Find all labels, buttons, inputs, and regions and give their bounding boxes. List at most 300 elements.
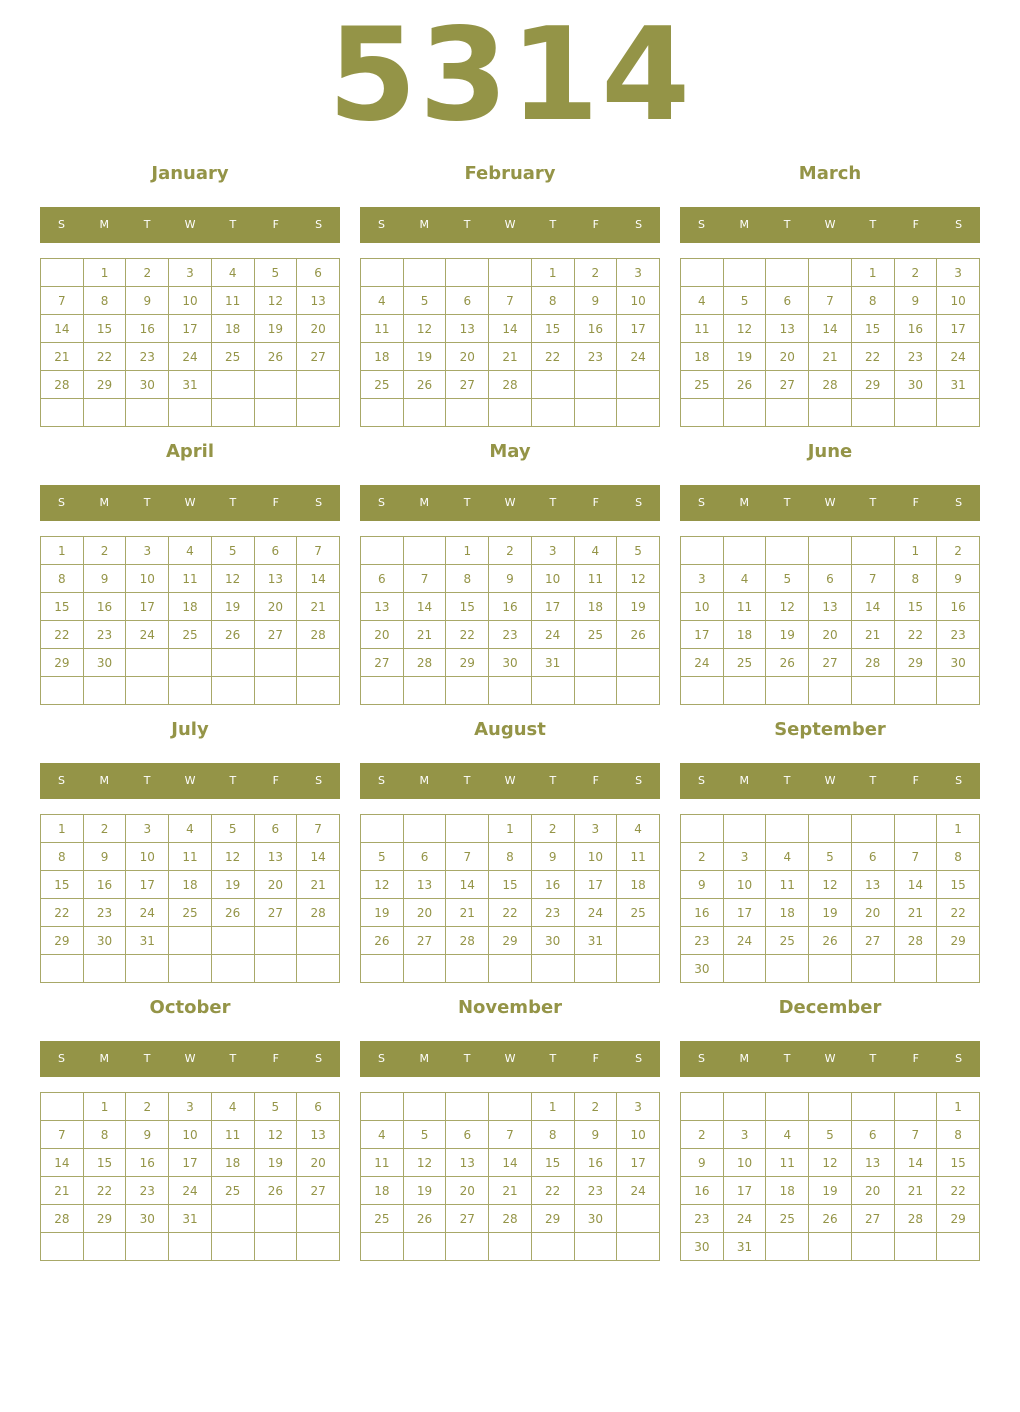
week-row xyxy=(41,843,340,871)
day-cell xyxy=(809,537,852,565)
day-cell xyxy=(297,955,340,983)
day-cell: 10 xyxy=(723,871,766,899)
day-cell: 6 xyxy=(297,1093,340,1121)
weekday-label: S xyxy=(315,496,323,509)
day-cell: 1 xyxy=(446,537,489,565)
day-cell: 10 xyxy=(126,843,169,871)
day-cell: 17 xyxy=(126,593,169,621)
day-cell: 7 xyxy=(489,287,532,315)
day-cell xyxy=(126,399,169,427)
day-cell: 15 xyxy=(41,871,84,899)
weekday-label: S xyxy=(57,496,65,509)
day-cell: 17 xyxy=(681,621,724,649)
day-cell xyxy=(41,1233,84,1261)
day-cell xyxy=(766,399,809,427)
day-cell xyxy=(894,815,937,843)
day-cell: 19 xyxy=(766,621,809,649)
day-cell xyxy=(851,1233,894,1261)
week-row xyxy=(361,1177,660,1205)
day-cell: 4 xyxy=(361,287,404,315)
day-cell: 26 xyxy=(617,621,660,649)
weekday-label: F xyxy=(592,1052,599,1065)
day-cell: 24 xyxy=(617,343,660,371)
week-row xyxy=(681,649,980,677)
day-cell: 30 xyxy=(126,371,169,399)
day-cell: 29 xyxy=(894,649,937,677)
day-cell xyxy=(361,1233,404,1261)
day-cell: 29 xyxy=(489,927,532,955)
weekday-label: T xyxy=(549,218,557,231)
day-cell xyxy=(809,677,852,705)
day-cell: 21 xyxy=(41,343,84,371)
day-cell: 22 xyxy=(894,621,937,649)
day-cell: 29 xyxy=(83,1205,126,1233)
day-cell xyxy=(574,399,617,427)
day-cell xyxy=(617,649,660,677)
day-cell: 10 xyxy=(126,565,169,593)
day-cell: 18 xyxy=(574,593,617,621)
day-cell: 22 xyxy=(531,343,574,371)
weekday-label: W xyxy=(824,496,836,509)
day-cell: 21 xyxy=(489,343,532,371)
day-cell xyxy=(681,1093,724,1121)
day-cell: 11 xyxy=(361,1149,404,1177)
day-cell xyxy=(723,537,766,565)
day-cell: 8 xyxy=(851,287,894,315)
day-cell: 9 xyxy=(574,1121,617,1149)
day-cell xyxy=(446,1093,489,1121)
day-cell: 26 xyxy=(723,371,766,399)
day-cell: 3 xyxy=(617,259,660,287)
week-row xyxy=(41,955,340,983)
weekday-label: W xyxy=(184,496,196,509)
day-cell: 30 xyxy=(937,649,980,677)
day-cell: 3 xyxy=(574,815,617,843)
day-cell: 28 xyxy=(297,899,340,927)
day-cell: 23 xyxy=(681,927,724,955)
month-name: August xyxy=(474,719,546,740)
week-row xyxy=(41,927,340,955)
day-cell xyxy=(211,677,254,705)
day-cell: 7 xyxy=(851,565,894,593)
day-cell xyxy=(254,677,297,705)
day-cell: 31 xyxy=(531,649,574,677)
day-cell: 21 xyxy=(297,871,340,899)
day-cell: 2 xyxy=(937,537,980,565)
week-row xyxy=(41,593,340,621)
weekday-label: F xyxy=(272,218,279,231)
day-cell: 17 xyxy=(617,315,660,343)
day-cell: 11 xyxy=(617,843,660,871)
day-cell: 13 xyxy=(446,1149,489,1177)
day-cell: 10 xyxy=(681,593,724,621)
day-cell: 15 xyxy=(446,593,489,621)
day-cell: 24 xyxy=(126,621,169,649)
weekday-label: S xyxy=(377,774,385,787)
day-cell: 24 xyxy=(531,621,574,649)
day-cell xyxy=(851,955,894,983)
month-name: January xyxy=(151,163,229,184)
week-row xyxy=(681,1233,980,1261)
weekday-label: F xyxy=(912,218,919,231)
day-cell: 22 xyxy=(937,899,980,927)
day-cell: 5 xyxy=(254,259,297,287)
day-cell xyxy=(937,1233,980,1261)
day-cell: 7 xyxy=(41,287,84,315)
day-cell xyxy=(851,815,894,843)
day-cell: 21 xyxy=(403,621,446,649)
day-cell: 18 xyxy=(211,315,254,343)
day-cell xyxy=(766,955,809,983)
weekday-label: S xyxy=(697,774,705,787)
day-cell: 13 xyxy=(297,1121,340,1149)
week-row xyxy=(681,287,980,315)
day-cell xyxy=(937,399,980,427)
day-cell: 3 xyxy=(681,565,724,593)
day-cell: 11 xyxy=(211,287,254,315)
weekday-label: W xyxy=(184,774,196,787)
day-cell: 14 xyxy=(297,565,340,593)
day-cell: 13 xyxy=(851,871,894,899)
day-cell: 20 xyxy=(446,343,489,371)
week-row xyxy=(41,565,340,593)
day-cell: 8 xyxy=(489,843,532,871)
day-cell: 14 xyxy=(851,593,894,621)
day-cell: 12 xyxy=(809,1149,852,1177)
day-cell xyxy=(489,399,532,427)
week-row xyxy=(361,1093,660,1121)
day-cell xyxy=(809,1093,852,1121)
day-cell: 6 xyxy=(254,537,297,565)
weekday-label: M xyxy=(419,774,430,787)
week-row xyxy=(681,927,980,955)
day-cell: 19 xyxy=(617,593,660,621)
day-cell xyxy=(937,955,980,983)
day-cell xyxy=(809,1233,852,1261)
day-cell: 10 xyxy=(574,843,617,871)
day-cell: 1 xyxy=(894,537,937,565)
day-cell: 23 xyxy=(574,343,617,371)
day-cell: 20 xyxy=(766,343,809,371)
day-cell xyxy=(446,1233,489,1261)
day-cell: 3 xyxy=(126,537,169,565)
day-cell xyxy=(254,927,297,955)
day-cell xyxy=(723,677,766,705)
day-cell: 23 xyxy=(126,343,169,371)
day-cell: 28 xyxy=(489,371,532,399)
day-cell xyxy=(361,1093,404,1121)
day-cell: 9 xyxy=(894,287,937,315)
day-cell: 5 xyxy=(809,1121,852,1149)
day-grid xyxy=(40,814,340,983)
month-name: July xyxy=(171,719,209,740)
day-cell: 10 xyxy=(617,287,660,315)
day-cell: 28 xyxy=(41,1205,84,1233)
day-cell: 30 xyxy=(681,955,724,983)
day-cell: 12 xyxy=(211,565,254,593)
day-cell xyxy=(681,399,724,427)
day-cell: 21 xyxy=(851,621,894,649)
day-cell: 16 xyxy=(531,871,574,899)
day-cell: 10 xyxy=(937,287,980,315)
weekday-label: T xyxy=(463,774,471,787)
week-row xyxy=(361,287,660,315)
week-row xyxy=(681,871,980,899)
day-cell xyxy=(211,1205,254,1233)
day-cell: 25 xyxy=(574,621,617,649)
day-cell xyxy=(254,399,297,427)
day-cell: 25 xyxy=(681,371,724,399)
day-cell: 6 xyxy=(361,565,404,593)
day-cell: 14 xyxy=(403,593,446,621)
day-cell: 21 xyxy=(809,343,852,371)
year-title: 5314 xyxy=(327,1,693,150)
day-cell xyxy=(894,955,937,983)
month-name: February xyxy=(464,163,556,184)
week-row xyxy=(41,1177,340,1205)
day-cell: 27 xyxy=(446,1205,489,1233)
day-cell: 3 xyxy=(169,1093,212,1121)
day-cell: 15 xyxy=(851,315,894,343)
day-cell xyxy=(254,371,297,399)
day-cell: 22 xyxy=(531,1177,574,1205)
day-cell: 27 xyxy=(254,899,297,927)
weekday-label: S xyxy=(635,496,643,509)
day-cell: 9 xyxy=(937,565,980,593)
day-cell: 1 xyxy=(937,1093,980,1121)
day-cell xyxy=(211,371,254,399)
day-cell: 24 xyxy=(169,1177,212,1205)
week-row xyxy=(41,259,340,287)
day-cell xyxy=(617,927,660,955)
day-cell: 21 xyxy=(894,899,937,927)
day-cell: 1 xyxy=(41,537,84,565)
day-cell xyxy=(894,1093,937,1121)
weekday-label: M xyxy=(99,496,110,509)
day-cell: 3 xyxy=(937,259,980,287)
day-cell: 26 xyxy=(254,1177,297,1205)
week-row xyxy=(41,537,340,565)
day-cell xyxy=(254,1233,297,1261)
day-cell: 12 xyxy=(723,315,766,343)
day-cell: 24 xyxy=(169,343,212,371)
week-row xyxy=(41,1093,340,1121)
day-cell: 6 xyxy=(446,1121,489,1149)
day-cell: 4 xyxy=(211,1093,254,1121)
weekday-label: S xyxy=(697,218,705,231)
weekday-header xyxy=(680,485,980,521)
day-cell: 15 xyxy=(894,593,937,621)
weekday-label: M xyxy=(739,218,750,231)
week-row xyxy=(681,1093,980,1121)
day-cell: 25 xyxy=(361,371,404,399)
day-cell: 7 xyxy=(894,1121,937,1149)
day-cell: 6 xyxy=(809,565,852,593)
week-row xyxy=(41,621,340,649)
day-grid xyxy=(680,536,980,705)
weekday-label: M xyxy=(99,774,110,787)
day-cell: 19 xyxy=(361,899,404,927)
day-cell: 12 xyxy=(361,871,404,899)
day-cell: 10 xyxy=(169,287,212,315)
day-cell xyxy=(83,399,126,427)
day-cell: 17 xyxy=(723,1177,766,1205)
day-cell: 16 xyxy=(126,315,169,343)
day-cell xyxy=(809,259,852,287)
week-row xyxy=(681,315,980,343)
day-cell: 18 xyxy=(361,343,404,371)
day-grid xyxy=(360,536,660,705)
day-cell: 6 xyxy=(851,1121,894,1149)
weekday-label: T xyxy=(229,1052,237,1065)
day-cell: 26 xyxy=(211,621,254,649)
weekday-label: T xyxy=(549,496,557,509)
day-cell: 30 xyxy=(574,1205,617,1233)
day-cell xyxy=(766,259,809,287)
day-cell xyxy=(617,955,660,983)
day-cell: 15 xyxy=(531,1149,574,1177)
weekday-label: F xyxy=(272,496,279,509)
day-cell xyxy=(766,1093,809,1121)
day-cell: 4 xyxy=(169,815,212,843)
weekday-label: F xyxy=(272,774,279,787)
day-cell: 27 xyxy=(254,621,297,649)
day-cell: 21 xyxy=(894,1177,937,1205)
day-cell: 1 xyxy=(531,1093,574,1121)
weekday-label: T xyxy=(463,1052,471,1065)
day-cell xyxy=(894,1233,937,1261)
weekday-label: T xyxy=(549,774,557,787)
weekday-label: W xyxy=(504,218,516,231)
weekday-label: M xyxy=(739,774,750,787)
day-cell: 19 xyxy=(211,871,254,899)
day-cell: 26 xyxy=(254,343,297,371)
weekday-label: F xyxy=(912,1052,919,1065)
day-cell: 30 xyxy=(126,1205,169,1233)
day-cell: 11 xyxy=(766,1149,809,1177)
week-row xyxy=(361,315,660,343)
day-cell: 11 xyxy=(574,565,617,593)
day-cell: 6 xyxy=(297,259,340,287)
day-cell: 7 xyxy=(446,843,489,871)
month-name: September xyxy=(774,719,886,740)
day-cell: 16 xyxy=(681,1177,724,1205)
day-cell: 23 xyxy=(489,621,532,649)
day-cell: 25 xyxy=(169,899,212,927)
day-cell: 1 xyxy=(937,815,980,843)
day-cell: 31 xyxy=(937,371,980,399)
day-cell: 23 xyxy=(574,1177,617,1205)
day-cell: 28 xyxy=(41,371,84,399)
day-cell: 9 xyxy=(83,565,126,593)
day-cell: 25 xyxy=(169,621,212,649)
day-cell: 27 xyxy=(297,343,340,371)
day-cell xyxy=(574,955,617,983)
day-cell: 11 xyxy=(681,315,724,343)
day-cell xyxy=(211,927,254,955)
day-cell: 20 xyxy=(361,621,404,649)
week-row xyxy=(361,343,660,371)
day-cell: 9 xyxy=(126,1121,169,1149)
week-row xyxy=(681,1205,980,1233)
week-row xyxy=(41,399,340,427)
day-cell: 8 xyxy=(531,287,574,315)
weekday-label: M xyxy=(739,1052,750,1065)
day-cell xyxy=(297,927,340,955)
day-cell: 19 xyxy=(211,593,254,621)
day-cell: 18 xyxy=(211,1149,254,1177)
day-cell: 29 xyxy=(531,1205,574,1233)
weekday-label: W xyxy=(184,1052,196,1065)
day-cell: 21 xyxy=(489,1177,532,1205)
day-cell: 9 xyxy=(681,871,724,899)
day-cell: 5 xyxy=(254,1093,297,1121)
day-cell xyxy=(766,537,809,565)
week-row xyxy=(41,1233,340,1261)
day-cell: 2 xyxy=(531,815,574,843)
day-cell: 28 xyxy=(403,649,446,677)
day-cell: 6 xyxy=(851,843,894,871)
day-cell xyxy=(489,1233,532,1261)
day-cell xyxy=(41,677,84,705)
day-cell: 12 xyxy=(254,287,297,315)
day-cell: 9 xyxy=(681,1149,724,1177)
day-cell: 13 xyxy=(766,315,809,343)
day-cell: 17 xyxy=(169,315,212,343)
weekday-label: S xyxy=(315,774,323,787)
weekday-label: S xyxy=(377,1052,385,1065)
day-cell: 30 xyxy=(681,1233,724,1261)
day-cell: 22 xyxy=(489,899,532,927)
weekday-label: S xyxy=(57,218,65,231)
week-row xyxy=(361,1205,660,1233)
week-row xyxy=(41,815,340,843)
day-cell: 14 xyxy=(894,871,937,899)
day-cell: 28 xyxy=(851,649,894,677)
day-grid xyxy=(680,1092,980,1261)
day-cell xyxy=(766,815,809,843)
week-row xyxy=(681,259,980,287)
day-cell: 19 xyxy=(809,899,852,927)
day-cell xyxy=(403,537,446,565)
day-cell: 6 xyxy=(766,287,809,315)
weekday-header xyxy=(680,1041,980,1077)
day-cell: 17 xyxy=(937,315,980,343)
weekday-label: S xyxy=(697,496,705,509)
week-row xyxy=(41,677,340,705)
day-cell xyxy=(723,955,766,983)
weekday-label: T xyxy=(143,774,151,787)
weekday-label: T xyxy=(783,218,791,231)
day-cell: 18 xyxy=(361,1177,404,1205)
day-cell: 20 xyxy=(809,621,852,649)
day-cell xyxy=(169,399,212,427)
weekday-label: M xyxy=(739,496,750,509)
day-cell: 1 xyxy=(83,259,126,287)
weekday-label: T xyxy=(549,1052,557,1065)
weekday-label: F xyxy=(912,774,919,787)
month-name: November xyxy=(457,997,563,1018)
day-cell: 1 xyxy=(531,259,574,287)
weekday-label: T xyxy=(229,496,237,509)
day-cell: 14 xyxy=(297,843,340,871)
day-cell: 30 xyxy=(83,649,126,677)
day-grid xyxy=(40,536,340,705)
week-row xyxy=(41,1121,340,1149)
day-cell: 15 xyxy=(937,871,980,899)
day-cell: 30 xyxy=(83,927,126,955)
week-row xyxy=(41,871,340,899)
